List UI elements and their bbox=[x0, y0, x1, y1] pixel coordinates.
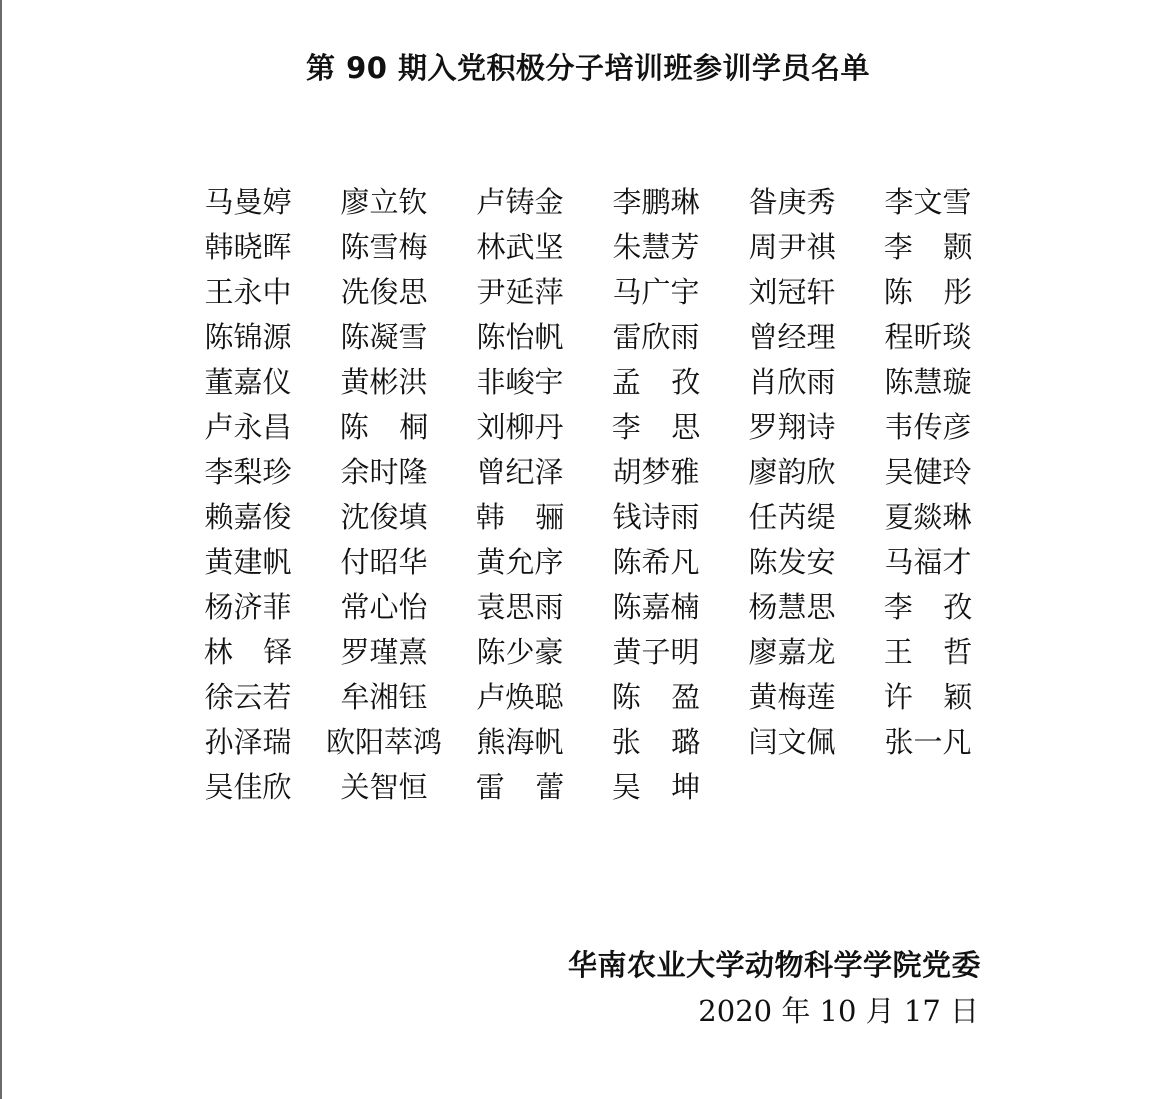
trainee-name: 陈发安 bbox=[748, 545, 836, 579]
trainee-name: 付昭华 bbox=[340, 545, 428, 579]
trainee-name: 赖嘉俊 bbox=[204, 500, 292, 534]
trainee-name: 关智恒 bbox=[340, 770, 428, 804]
trainee-name: 陈盈 bbox=[611, 680, 731, 714]
trainee-name: 陈桐 bbox=[339, 410, 459, 444]
trainee-name: 李梨珍 bbox=[204, 455, 292, 489]
trainee-name: 陈少豪 bbox=[476, 635, 564, 669]
trainee-name: 吴坤 bbox=[611, 770, 731, 804]
signature-block bbox=[568, 942, 981, 1034]
trainee-name: 林武坚 bbox=[476, 230, 564, 264]
trainee-name: 卢永昌 bbox=[204, 410, 292, 444]
trainee-name: 雷蕾 bbox=[475, 770, 595, 804]
trainee-name: 廖嘉龙 bbox=[748, 635, 836, 669]
trainee-name: 陈凝雪 bbox=[340, 320, 428, 354]
trainee-name: 廖立钦 bbox=[340, 185, 428, 219]
trainee-name: 许颖 bbox=[883, 680, 1003, 714]
trainee-name: 黄建帆 bbox=[204, 545, 292, 579]
trainee-name: 刘冠轩 bbox=[748, 275, 836, 309]
trainee-name: 李颢 bbox=[883, 230, 1003, 264]
trainee-name: 韦传彦 bbox=[884, 410, 972, 444]
trainee-name: 陈嘉楠 bbox=[612, 590, 700, 624]
trainee-name: 黄梅莲 bbox=[748, 680, 836, 714]
trainee-name: 韩骊 bbox=[475, 500, 595, 534]
trainee-name: 李文雪 bbox=[884, 185, 972, 219]
trainee-name: 陈怡帆 bbox=[476, 320, 564, 354]
trainee-name: 韩晓晖 bbox=[204, 230, 292, 264]
trainee-name: 董嘉仪 bbox=[204, 365, 292, 399]
trainee-name: 冼俊思 bbox=[340, 275, 428, 309]
trainee-name: 黄允序 bbox=[476, 545, 564, 579]
trainee-name: 黄子明 bbox=[612, 635, 700, 669]
trainee-name: 徐云若 bbox=[204, 680, 292, 714]
trainee-name: 陈锦源 bbox=[204, 320, 292, 354]
trainee-name: 任芮缇 bbox=[748, 500, 836, 534]
trainee-name: 张璐 bbox=[611, 725, 731, 759]
trainee-name: 杨济菲 bbox=[204, 590, 292, 624]
trainee-name: 吴佳欣 bbox=[204, 770, 292, 804]
trainee-name: 袁思雨 bbox=[476, 590, 564, 624]
trainee-name: 孙泽瑞 bbox=[204, 725, 292, 759]
document-title: 第 90 期入党积极分子培训班参训学员名单 bbox=[305, 51, 871, 85]
trainee-name: 曾经理 bbox=[748, 320, 836, 354]
trainee-name: 夏燚琳 bbox=[884, 500, 972, 534]
trainee-name: 程昕琰 bbox=[884, 320, 972, 354]
trainee-name: 昝庚秀 bbox=[748, 185, 836, 219]
trainee-name: 朱慧芳 bbox=[612, 230, 700, 264]
trainee-name: 闫文佩 bbox=[748, 725, 836, 759]
trainee-name: 马福才 bbox=[884, 545, 972, 579]
issue-date: 2020 年 10 月 17 日 bbox=[698, 994, 979, 1028]
issuing-organization: 华南农业大学动物科学学院党委 bbox=[567, 948, 981, 982]
trainee-name: 廖韵欣 bbox=[748, 455, 836, 489]
trainee-name: 沈俊填 bbox=[340, 500, 428, 534]
trainee-name: 王哲 bbox=[883, 635, 1003, 669]
trainee-name: 孟孜 bbox=[611, 365, 731, 399]
trainee-name: 卢铸金 bbox=[476, 185, 564, 219]
trainee-name: 罗瑾熹 bbox=[340, 635, 428, 669]
trainee-name: 余时隆 bbox=[340, 455, 428, 489]
page-edge bbox=[0, 0, 2, 1099]
trainee-name: 熊海帆 bbox=[476, 725, 564, 759]
trainee-name: 张一凡 bbox=[884, 725, 972, 759]
trainee-name: 马曼婷 bbox=[204, 185, 292, 219]
trainee-name: 吴健玲 bbox=[884, 455, 972, 489]
trainee-name: 李孜 bbox=[883, 590, 1003, 624]
trainee-name: 王永中 bbox=[204, 275, 292, 309]
trainee-name: 刘柳丹 bbox=[476, 410, 564, 444]
trainee-name: 卢焕聪 bbox=[476, 680, 564, 714]
trainee-name: 陈彤 bbox=[883, 275, 1003, 309]
trainee-name: 肖欣雨 bbox=[748, 365, 836, 399]
trainee-name: 非峻宇 bbox=[476, 365, 564, 399]
trainee-name: 钱诗雨 bbox=[612, 500, 700, 534]
trainee-name: 李思 bbox=[611, 410, 731, 444]
trainee-name: 曾纪泽 bbox=[476, 455, 564, 489]
trainee-name: 李鹏琳 bbox=[612, 185, 700, 219]
trainee-name: 陈慧璇 bbox=[884, 365, 972, 399]
trainee-name: 林铎 bbox=[203, 635, 323, 669]
trainee-name: 陈雪梅 bbox=[340, 230, 428, 264]
trainee-name: 黄彬洪 bbox=[340, 365, 428, 399]
trainee-name: 杨慧思 bbox=[748, 590, 836, 624]
trainee-name: 罗翔诗 bbox=[748, 410, 836, 444]
trainee-name: 尹延萍 bbox=[476, 275, 564, 309]
trainee-name: 牟湘钰 bbox=[340, 680, 428, 714]
trainee-name: 胡梦雅 bbox=[612, 455, 700, 489]
trainee-name: 常心怡 bbox=[340, 590, 428, 624]
trainee-name: 周尹祺 bbox=[748, 230, 836, 264]
trainee-name: 马广宇 bbox=[612, 275, 700, 309]
trainee-name: 陈希凡 bbox=[612, 545, 700, 579]
trainee-name: 欧阳萃鸿 bbox=[325, 725, 442, 759]
trainee-name-list bbox=[180, 180, 1003, 810]
trainee-name: 雷欣雨 bbox=[612, 320, 700, 354]
